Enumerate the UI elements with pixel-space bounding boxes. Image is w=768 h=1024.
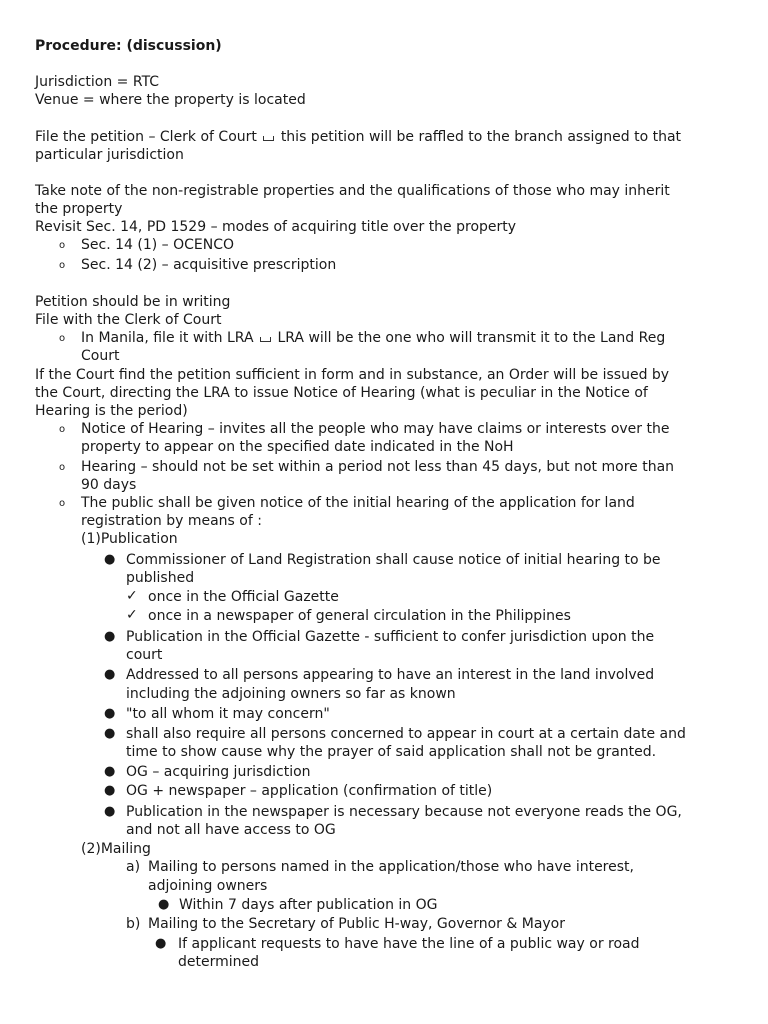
- bullet-icon: ●: [104, 629, 116, 644]
- manila-text-a: In Manila, file it with LRA: [81, 330, 254, 346]
- arrow-symbol-icon: [260, 337, 271, 342]
- og-acquiring-item: OG – acquiring jurisdiction: [126, 764, 311, 780]
- addressed-item: Addressed to all persons appearing to have an interest in the land involved: [126, 667, 655, 683]
- publication-heading: (1)Publication: [81, 531, 178, 547]
- addressed-item-cont: including the adjoining owners so far as known: [126, 686, 456, 702]
- circle-bullet-icon: o: [59, 498, 66, 509]
- bullet-icon: ●: [104, 706, 116, 721]
- mailing-b-item: Mailing to the Secretary of Public H-way, Governor & Mayor: [148, 916, 566, 932]
- og-publication-item: Publication in the Official Gazette - sufficient to confer jurisdiction upon the: [126, 629, 655, 645]
- og-publication-item-cont: court: [126, 647, 163, 663]
- circle-bullet-icon: o: [59, 462, 66, 473]
- manila-item-cont: Court: [81, 348, 120, 364]
- whom-item: "to all whom it may concern": [126, 706, 330, 722]
- bullet-icon: ●: [158, 897, 170, 912]
- if-court-line: If the Court find the petition sufficient in form and in substance, an Order will be issued by: [35, 367, 670, 383]
- circle-bullet-icon: o: [59, 260, 66, 271]
- commissioner-item: Commissioner of Land Registration shall cause notice of initial hearing to be: [126, 552, 661, 568]
- file-clerk-line: File with the Clerk of Court: [35, 312, 222, 328]
- circle-bullet-icon: o: [59, 424, 66, 435]
- noh-item: Notice of Hearing – invites all the people who may have claims or interests over the: [81, 421, 670, 437]
- if-applicant-item-cont: determined: [178, 954, 260, 970]
- writing-line: Petition should be in writing: [35, 294, 231, 310]
- commissioner-item-cont: published: [126, 570, 195, 586]
- arrow-symbol-icon: [263, 136, 274, 141]
- circle-bullet-icon: o: [59, 333, 66, 344]
- jurisdiction-line: Jurisdiction = RTC: [35, 74, 160, 90]
- public-item: The public shall be given notice of the initial hearing of the application for land: [81, 495, 635, 511]
- hearing-item-cont: 90 days: [81, 477, 137, 493]
- bullet-icon: ●: [104, 667, 116, 682]
- hearing-item: Hearing – should not be set within a period not less than 45 days, but not more than: [81, 459, 675, 475]
- bullet-icon: ●: [104, 804, 116, 819]
- manila-text-b: LRA will be the one who will transmit it to the Land Reg: [277, 330, 666, 346]
- og-newspaper-item: OG + newspaper – application (confirmation of title): [126, 783, 493, 799]
- within-7-days-item: Within 7 days after publication in OG: [179, 897, 438, 913]
- file-petition-line: [35, 128, 681, 146]
- mailing-heading: (2)Mailing: [81, 841, 151, 857]
- checkmark-icon: ✓: [126, 588, 138, 604]
- shall-item: shall also require all persons concerned to appear in court at a certain date and: [126, 726, 686, 742]
- if-court-line-2: the Court, directing the LRA to issue Notice of Hearing (what is peculiar in the Notice of: [35, 385, 648, 401]
- shall-item-cont: time to show cause why the prayer of said application shall not be granted.: [126, 744, 657, 760]
- file-petition-text-b: this petition will be raffled to the branch assigned to that: [280, 129, 682, 145]
- mailing-a-item-cont: adjoining owners: [148, 878, 268, 894]
- bullet-icon: ●: [104, 783, 116, 798]
- bullet-icon: ●: [155, 936, 167, 951]
- mailing-a-marker: a): [126, 859, 141, 875]
- check-item-newspaper: once in a newspaper of general circulation in the Philippines: [148, 608, 571, 624]
- bullet-icon: ●: [104, 726, 116, 741]
- newspaper-necessary-item: Publication in the newspaper is necessary because not everyone reads the OG,: [126, 804, 682, 820]
- manila-item: [81, 329, 665, 347]
- take-note-line-cont: the property: [35, 201, 123, 217]
- if-applicant-item: If applicant requests to have have the line of a public way or road: [178, 936, 640, 952]
- if-court-line-3: Hearing is the period): [35, 403, 188, 419]
- circle-bullet-icon: o: [59, 240, 66, 251]
- sec14-2-item: Sec. 14 (2) – acquisitive prescription: [81, 257, 337, 273]
- bullet-icon: ●: [104, 764, 116, 779]
- take-note-line: Take note of the non-registrable properties and the qualifications of those who may inherit: [35, 183, 670, 199]
- file-petition-text-a: File the petition – Clerk of Court: [35, 129, 257, 145]
- sec14-1-item: Sec. 14 (1) – OCENCO: [81, 237, 235, 253]
- newspaper-necessary-item-cont: and not all have access to OG: [126, 822, 336, 838]
- revisit-line: Revisit Sec. 14, PD 1529 – modes of acquiring title over the property: [35, 219, 517, 235]
- mailing-b-marker: b): [126, 916, 141, 932]
- mailing-a-item: Mailing to persons named in the application/those who have interest,: [148, 859, 634, 875]
- bullet-icon: ●: [104, 552, 116, 567]
- check-item-gazette: once in the Official Gazette: [148, 589, 339, 605]
- venue-line: Venue = where the property is located: [35, 92, 306, 108]
- noh-item-cont: property to appear on the specified date indicated in the NoH: [81, 439, 514, 455]
- public-item-cont: registration by means of :: [81, 513, 262, 529]
- page-title: Procedure: (discussion): [35, 38, 222, 54]
- checkmark-icon: ✓: [126, 607, 138, 623]
- file-petition-line-cont: particular jurisdiction: [35, 147, 184, 163]
